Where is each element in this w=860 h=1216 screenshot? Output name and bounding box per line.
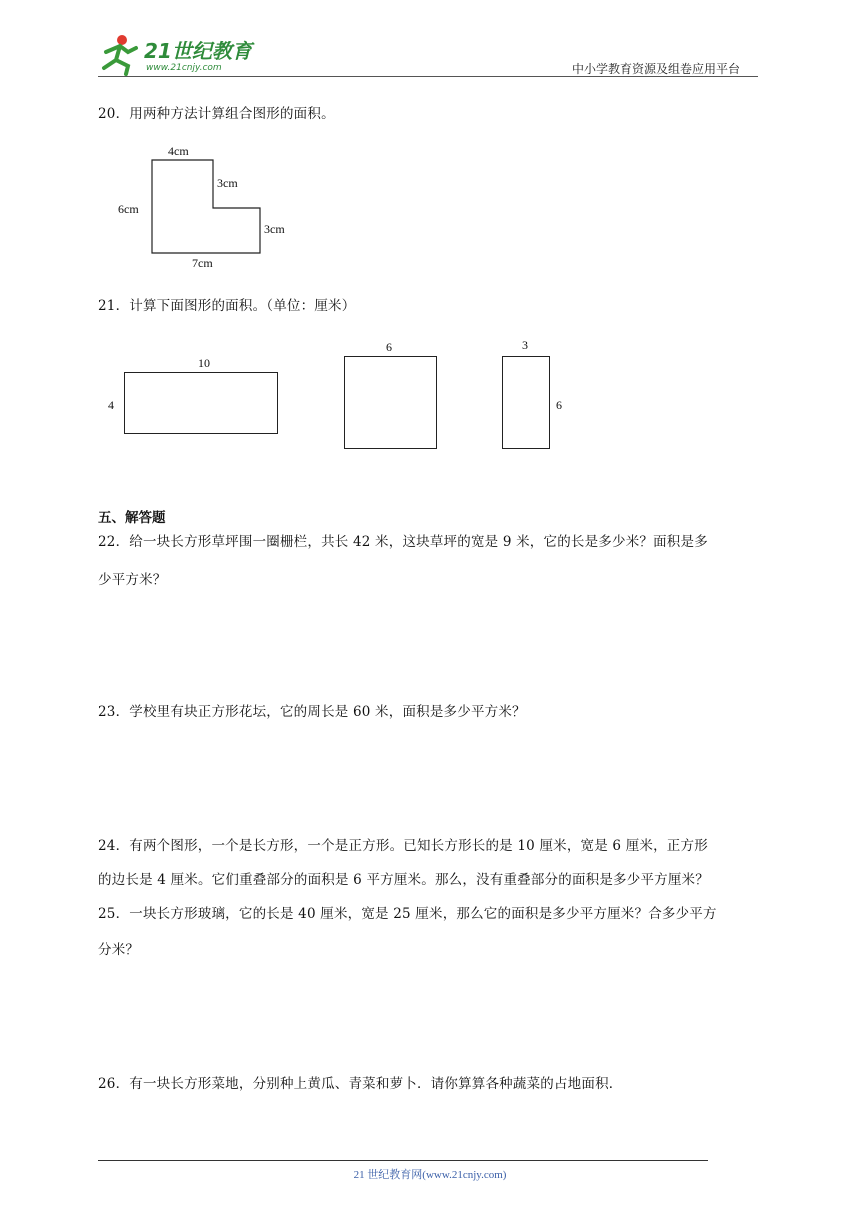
footer-divider: [98, 1160, 708, 1161]
fig20-right-upper-label: 3cm: [217, 176, 238, 190]
section-title: 五、解答题: [98, 510, 166, 526]
footer-site-link[interactable]: 21 世纪教育网(www.21cnjy.com): [353, 1169, 507, 1181]
fig20-left-label: 6cm: [118, 202, 139, 216]
l-shape-figure: [112, 140, 302, 276]
fig20-bottom-label: 7cm: [192, 256, 213, 270]
question-21: 21．计算下面图形的面积。（单位：厘米）: [98, 298, 356, 314]
rectangle-3x6: [502, 356, 550, 449]
question-25-line1: 25．一块长方形玻璃，它的长是 40 厘米，宽是 25 厘米，那么它的面积是多少平方厘米？合多少平方: [98, 906, 717, 922]
rect3-side-label: 6: [556, 398, 562, 412]
header-divider: [98, 76, 758, 77]
question-22-line2: 少平方米？: [98, 572, 167, 588]
question-25-line2: 分米？: [98, 942, 140, 958]
question-24-line2: 的边长是 4 厘米。它们重叠部分的面积是 6 平方厘米。那么，没有重叠部分的面积是多少平方厘米？: [98, 872, 709, 888]
question-22-line1: 22．给一块长方形草坪围一圈栅栏，共长 42 米，这块草坪的宽是 9 米，它的长是多少米？面积是多: [98, 534, 708, 550]
l-shape-outline: [152, 160, 260, 253]
rect1-top-label: 10: [198, 356, 210, 370]
question-20: 20．用两种方法计算组合图形的面积。: [98, 106, 335, 122]
question-24-line1: 24．有两个图形，一个是长方形，一个是正方形。已知长方形长的是 10 厘米，宽是 6 厘米，正方形: [98, 838, 708, 854]
fig20-top-label: 4cm: [168, 144, 189, 158]
rect1-side-label: 4: [108, 398, 114, 412]
site-logo: [92, 30, 262, 78]
rect3-top-label: 3: [522, 338, 528, 352]
fig20-right-lower-label: 3cm: [264, 222, 285, 236]
logo-wordmark: 21世纪教育: [144, 39, 252, 63]
square-top-label: 6: [386, 340, 392, 354]
question-23: 23．学校里有块正方形花坛，它的周长是 60 米，面积是多少平方米？: [98, 704, 526, 720]
header-platform-text: 中小学教育资源及组卷应用平台: [572, 62, 741, 76]
square-6: [344, 356, 437, 449]
logo-url: www.21cnjy.com: [146, 63, 222, 73]
rectangle-10x4: [124, 372, 278, 434]
question-26: 26．有一块长方形菜地，分别种上黄瓜、青菜和萝卜．请你算算各种蔬菜的占地面积．: [98, 1076, 623, 1092]
